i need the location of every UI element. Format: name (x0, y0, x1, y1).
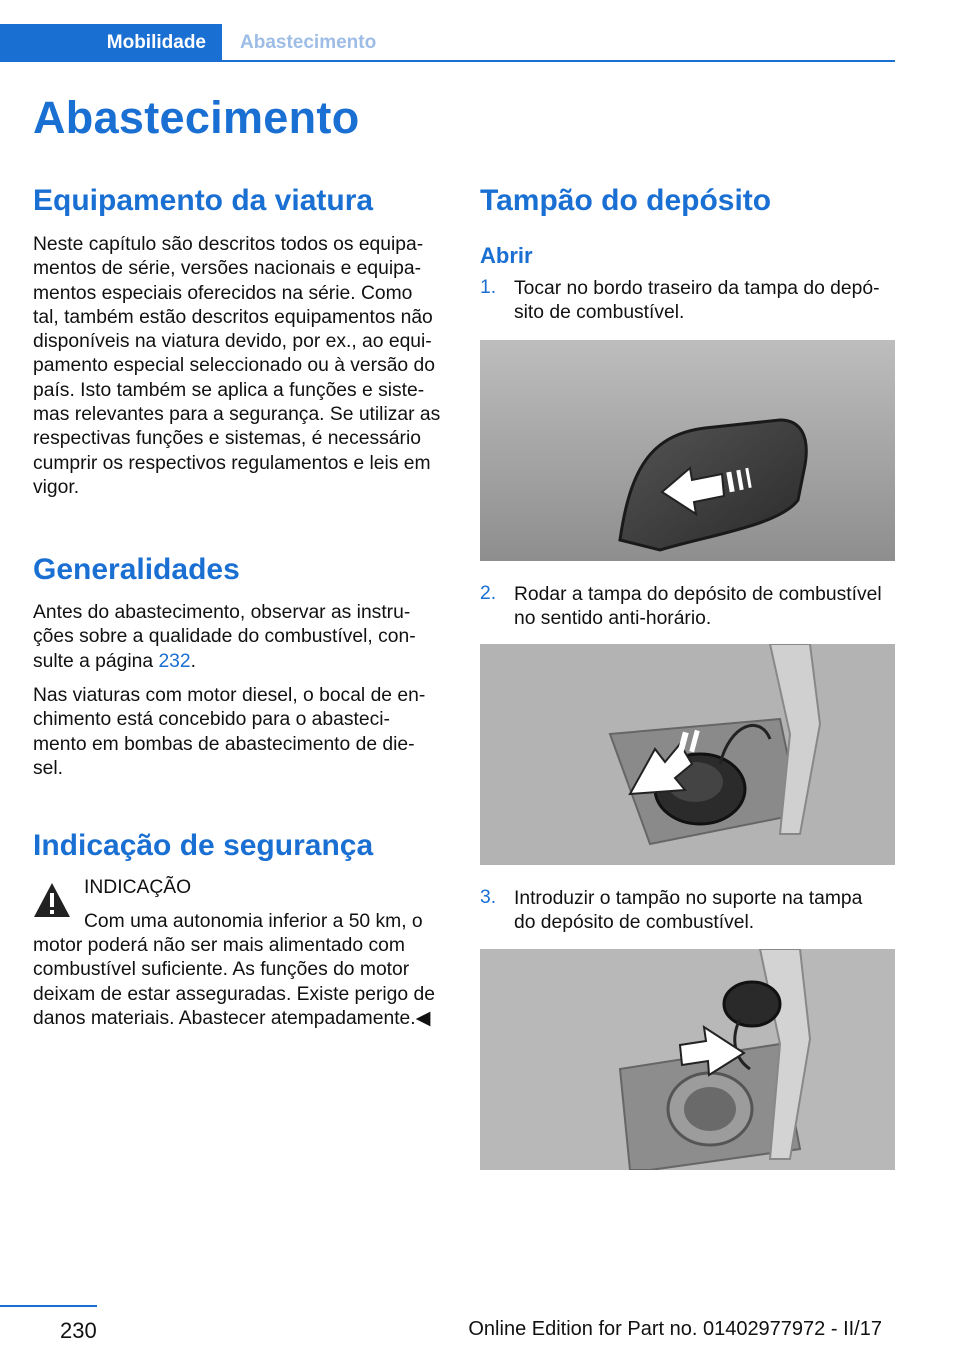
photo-rotate-cap (480, 644, 895, 865)
step-number: 1. (480, 277, 497, 298)
step-number: 3. (480, 887, 497, 908)
tab-abastecimento[interactable]: Abastecimento (240, 32, 377, 53)
heading-tampao: Tampão do depósito (480, 184, 772, 217)
header-tabs (0, 24, 895, 62)
photo-fuel-door-touch (480, 340, 895, 561)
step-text: Tocar no bordo traseiro da tampa do depó- sito de combustível. (514, 278, 880, 324)
page-title: Abastecimento (33, 92, 360, 143)
step-text: Introduzir o tampão no suporte na tampa do depósito de combustível. (514, 888, 863, 934)
tab-mobilidade[interactable]: Mobilidade (0, 24, 222, 62)
step-text: Rodar a tampa do depósito de combustível no sentido anti-horário. (514, 584, 882, 630)
heading-equipamento: Equipamento da viatura (33, 184, 374, 217)
notice-first-line: Com uma autonomia inferior a 50 km, o (84, 911, 423, 932)
notice-text: motor poderá não ser mais alimentado com combustível suficiente. As funções do motor deixam de estar asseguradas. Existe perigo de danos materiais. Abastecer atempadamente.◀ (33, 935, 435, 1029)
paragraph-generalidades-1: Antes do abastecimento, observar as instru- ções sobre a qualidade do combustível, con- sulte a página 232. (33, 602, 416, 672)
heading-generalidades: Generalidades (33, 553, 240, 586)
page-link[interactable]: 232 (158, 650, 191, 672)
subheading-abrir: Abrir (480, 243, 533, 268)
footer-edition: Online Edition for Part no. 01402977972 - II/17 (468, 1318, 882, 1340)
photo-cap-holder (480, 949, 895, 1170)
step-number: 2. (480, 583, 497, 604)
paragraph-equipamento: Neste capítulo são descritos todos os equipa- mentos de série, versões nacionais e equipa- mentos especiais oferecidos na série. Como tal, também estão descritos equipamentos não disponíveis na viatura devido, por ex., ao equi- pamento especial seleccionado ou à versão do país. Isto também se aplica a funções e siste- mas relevantes para a segurança. Se utilizar as respectivas funções e sistemas, é necessário cumprir os respectivos regulamentos e leis em vigor. (33, 234, 441, 498)
warning-triangle-icon (33, 882, 71, 918)
page-number: 230 (60, 1318, 97, 1343)
notice-label: INDICAÇÃO (84, 877, 192, 898)
footer-rule (0, 1305, 97, 1307)
tab-underline (222, 60, 895, 62)
paragraph-generalidades-2: Nas viaturas com motor diesel, o bocal de en- chimento está concebido para o abasteci- mento em bombas de abastecimento de die- sel. (33, 685, 426, 779)
heading-seguranca: Indicação de segurança (33, 829, 374, 862)
